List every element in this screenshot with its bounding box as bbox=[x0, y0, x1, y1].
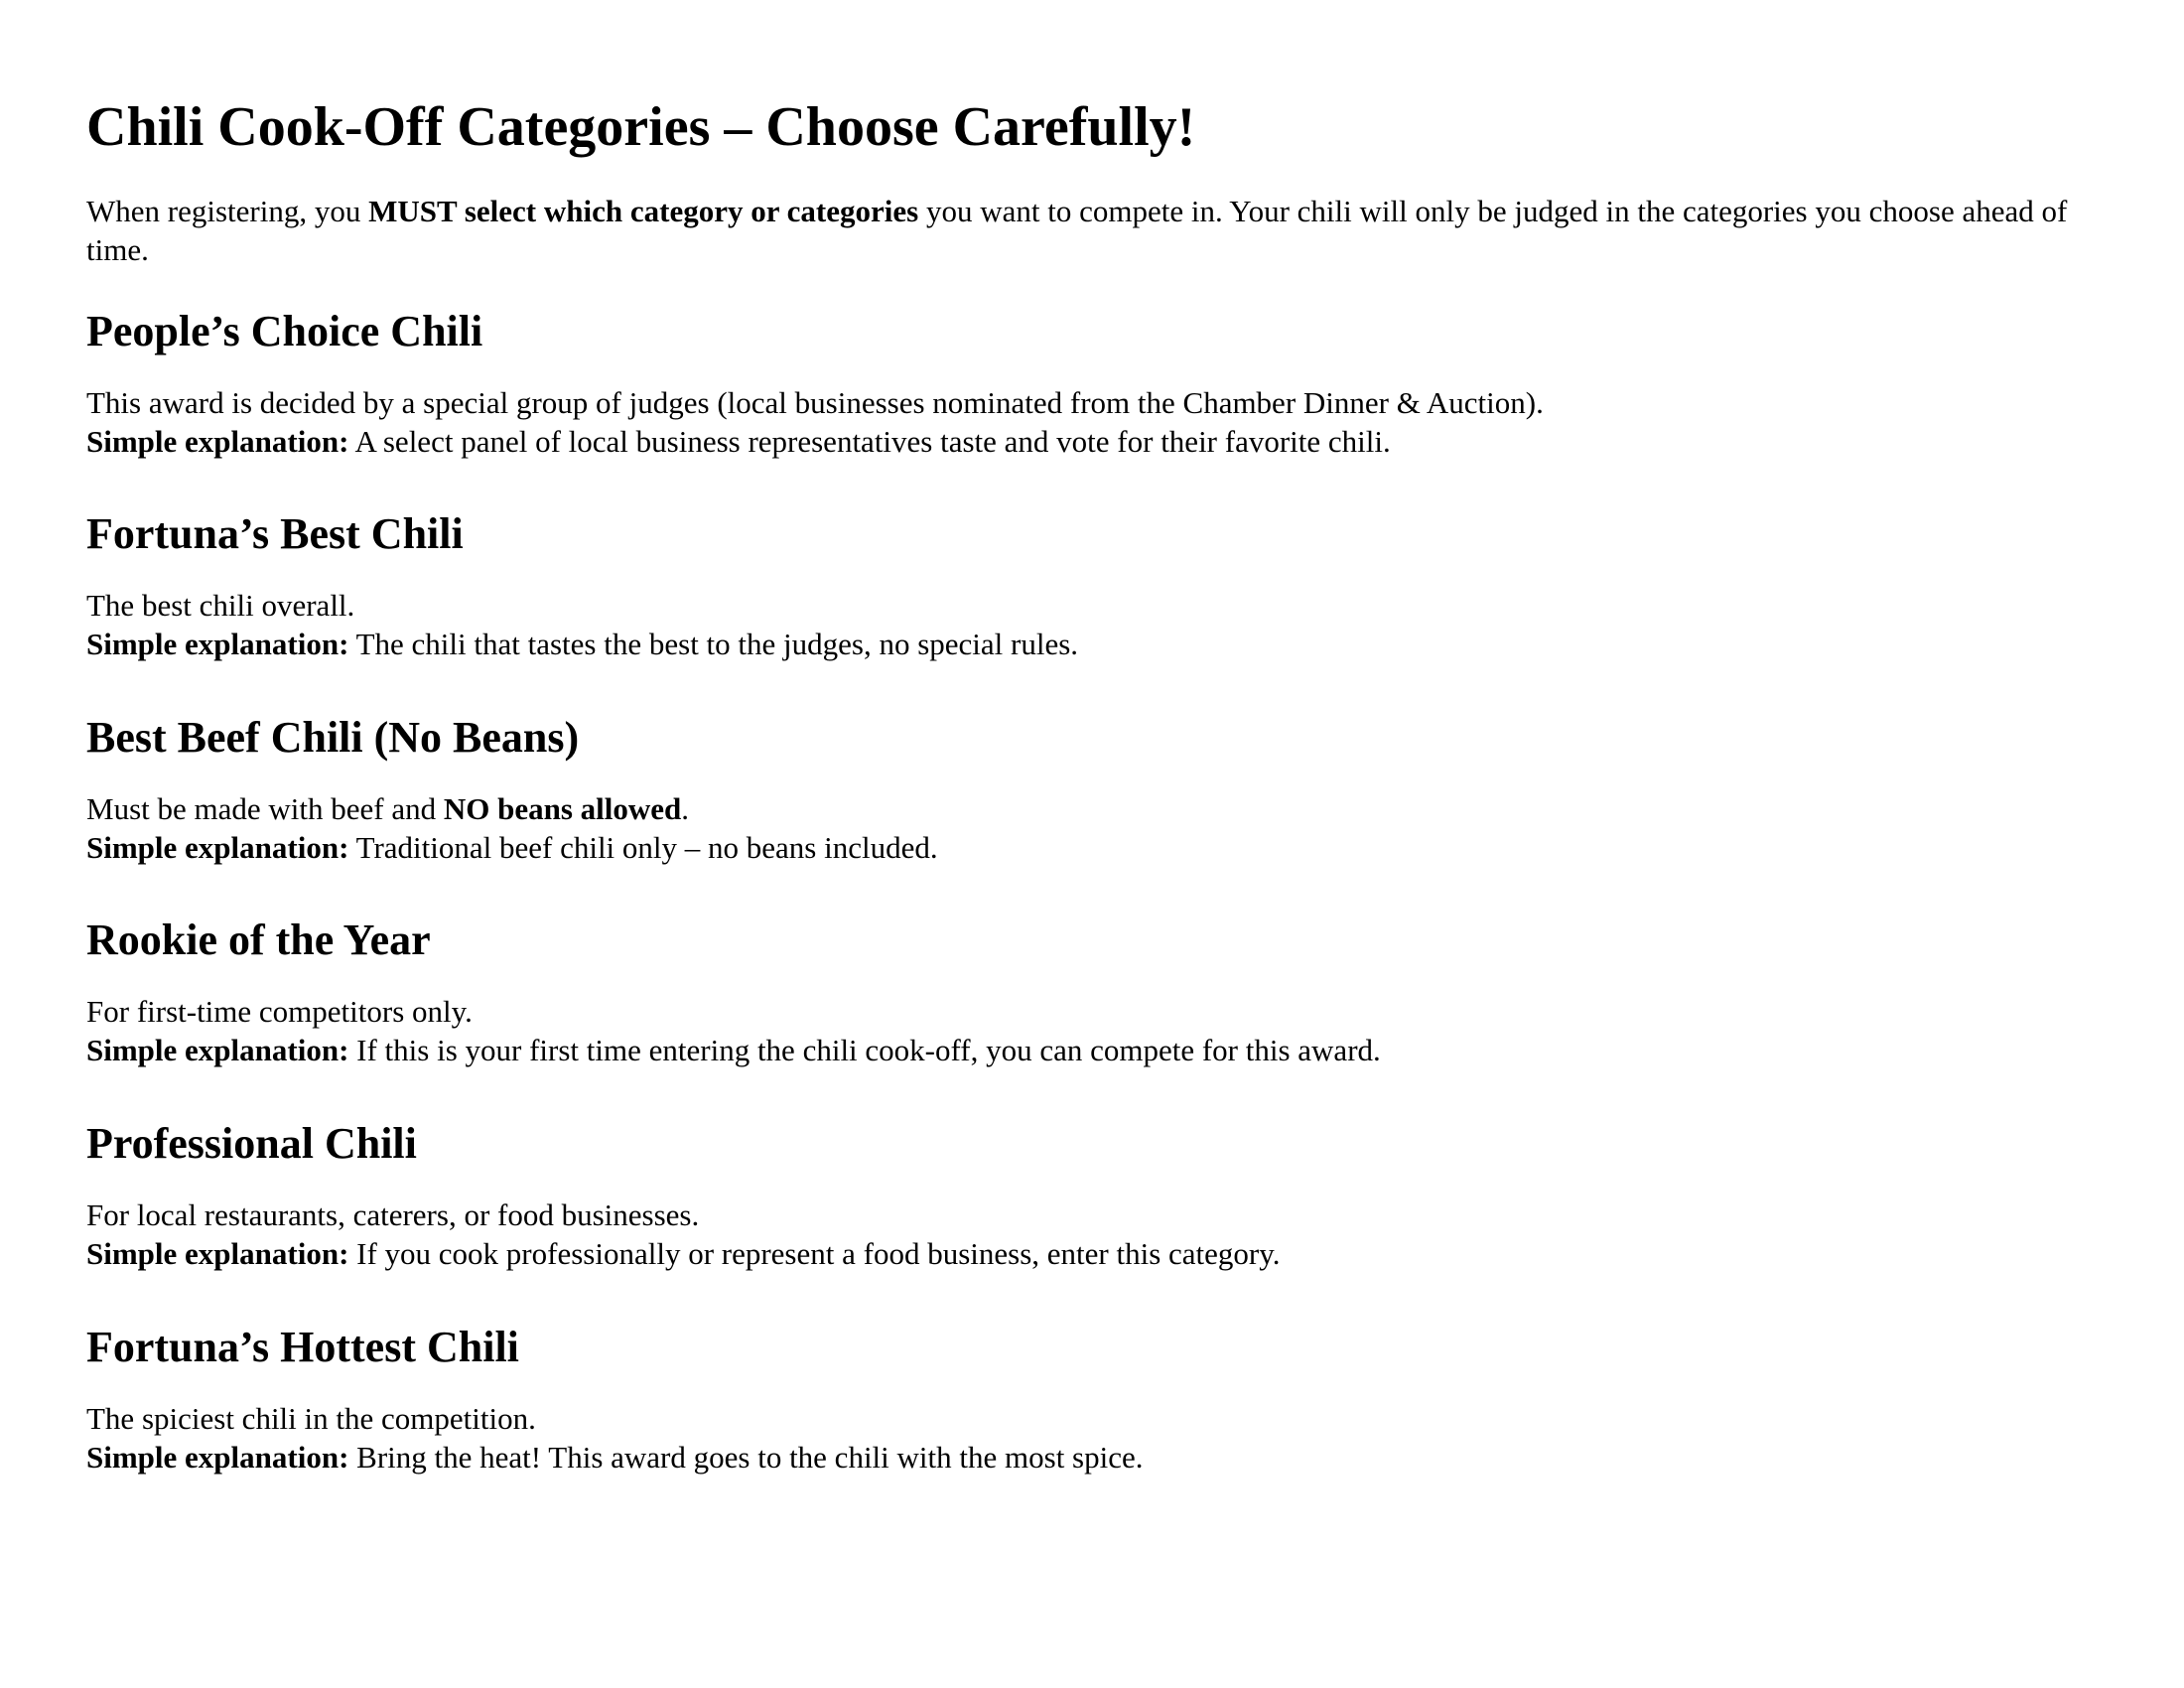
category-heading: Professional Chili bbox=[86, 1119, 417, 1168]
category-heading: Fortuna’s Hottest Chili bbox=[86, 1323, 519, 1371]
category-heading: People’s Choice Chili bbox=[86, 307, 483, 355]
category-best-beef-chili bbox=[86, 711, 2131, 867]
category-heading: Rookie of the Year bbox=[86, 915, 431, 964]
intro-text-before: When registering, you bbox=[86, 194, 369, 228]
category-simple-explanation: Simple explanation: The chili that tastes the best to the judges, no special rules. bbox=[86, 627, 1079, 661]
category-simple-explanation: Simple explanation: If this is your first time entering the chili cook-off, you can compete for this award. bbox=[86, 1033, 1381, 1067]
simple-label: Simple explanation: bbox=[86, 830, 349, 865]
category-description: For local restaurants, caterers, or food businesses. bbox=[86, 1197, 700, 1232]
category-best-chili bbox=[86, 507, 2131, 663]
category-professional-chili bbox=[86, 1117, 2131, 1273]
simple-label: Simple explanation: bbox=[86, 1440, 349, 1475]
category-simple-explanation: Simple explanation: Traditional beef chili only – no beans included. bbox=[86, 830, 938, 865]
intro-paragraph bbox=[86, 192, 2131, 269]
category-description: The best chili overall. bbox=[86, 588, 355, 623]
page-title: Chili Cook-Off Categories – Choose Carefully! bbox=[86, 96, 1196, 158]
simple-label: Simple explanation: bbox=[86, 1033, 349, 1067]
category-description: For first-time competitors only. bbox=[86, 994, 473, 1029]
category-description: Must be made with beef and NO beans allowed. bbox=[86, 791, 690, 826]
category-rookie-of-the-year bbox=[86, 914, 2131, 1069]
category-heading: Best Beef Chili (No Beans) bbox=[86, 713, 580, 762]
intro-text-after: you want to compete in. Your chili will only be judged in the categories you choose ahead of time. bbox=[86, 194, 2068, 267]
category-simple-explanation: Simple explanation: A select panel of local business representatives taste and vote for their favorite chili. bbox=[86, 424, 1391, 459]
category-hottest-chili bbox=[86, 1321, 2131, 1477]
intro-bold-text: MUST select which category or categories bbox=[368, 194, 919, 228]
category-description: This award is decided by a special group of judges (local businesses nominated from the Chamber Dinner & Auction). bbox=[86, 385, 1544, 420]
category-description: The spiciest chili in the competition. bbox=[86, 1401, 536, 1436]
simple-label: Simple explanation: bbox=[86, 1236, 349, 1271]
category-heading: Fortuna’s Best Chili bbox=[86, 509, 464, 558]
simple-label: Simple explanation: bbox=[86, 424, 349, 459]
category-peoples-choice bbox=[86, 305, 2131, 461]
category-simple-explanation: Simple explanation: Bring the heat! This award goes to the chili with the most spice. bbox=[86, 1440, 1144, 1475]
category-simple-explanation: Simple explanation: If you cook professionally or represent a food business, enter this category. bbox=[86, 1236, 1281, 1271]
simple-label: Simple explanation: bbox=[86, 627, 349, 661]
